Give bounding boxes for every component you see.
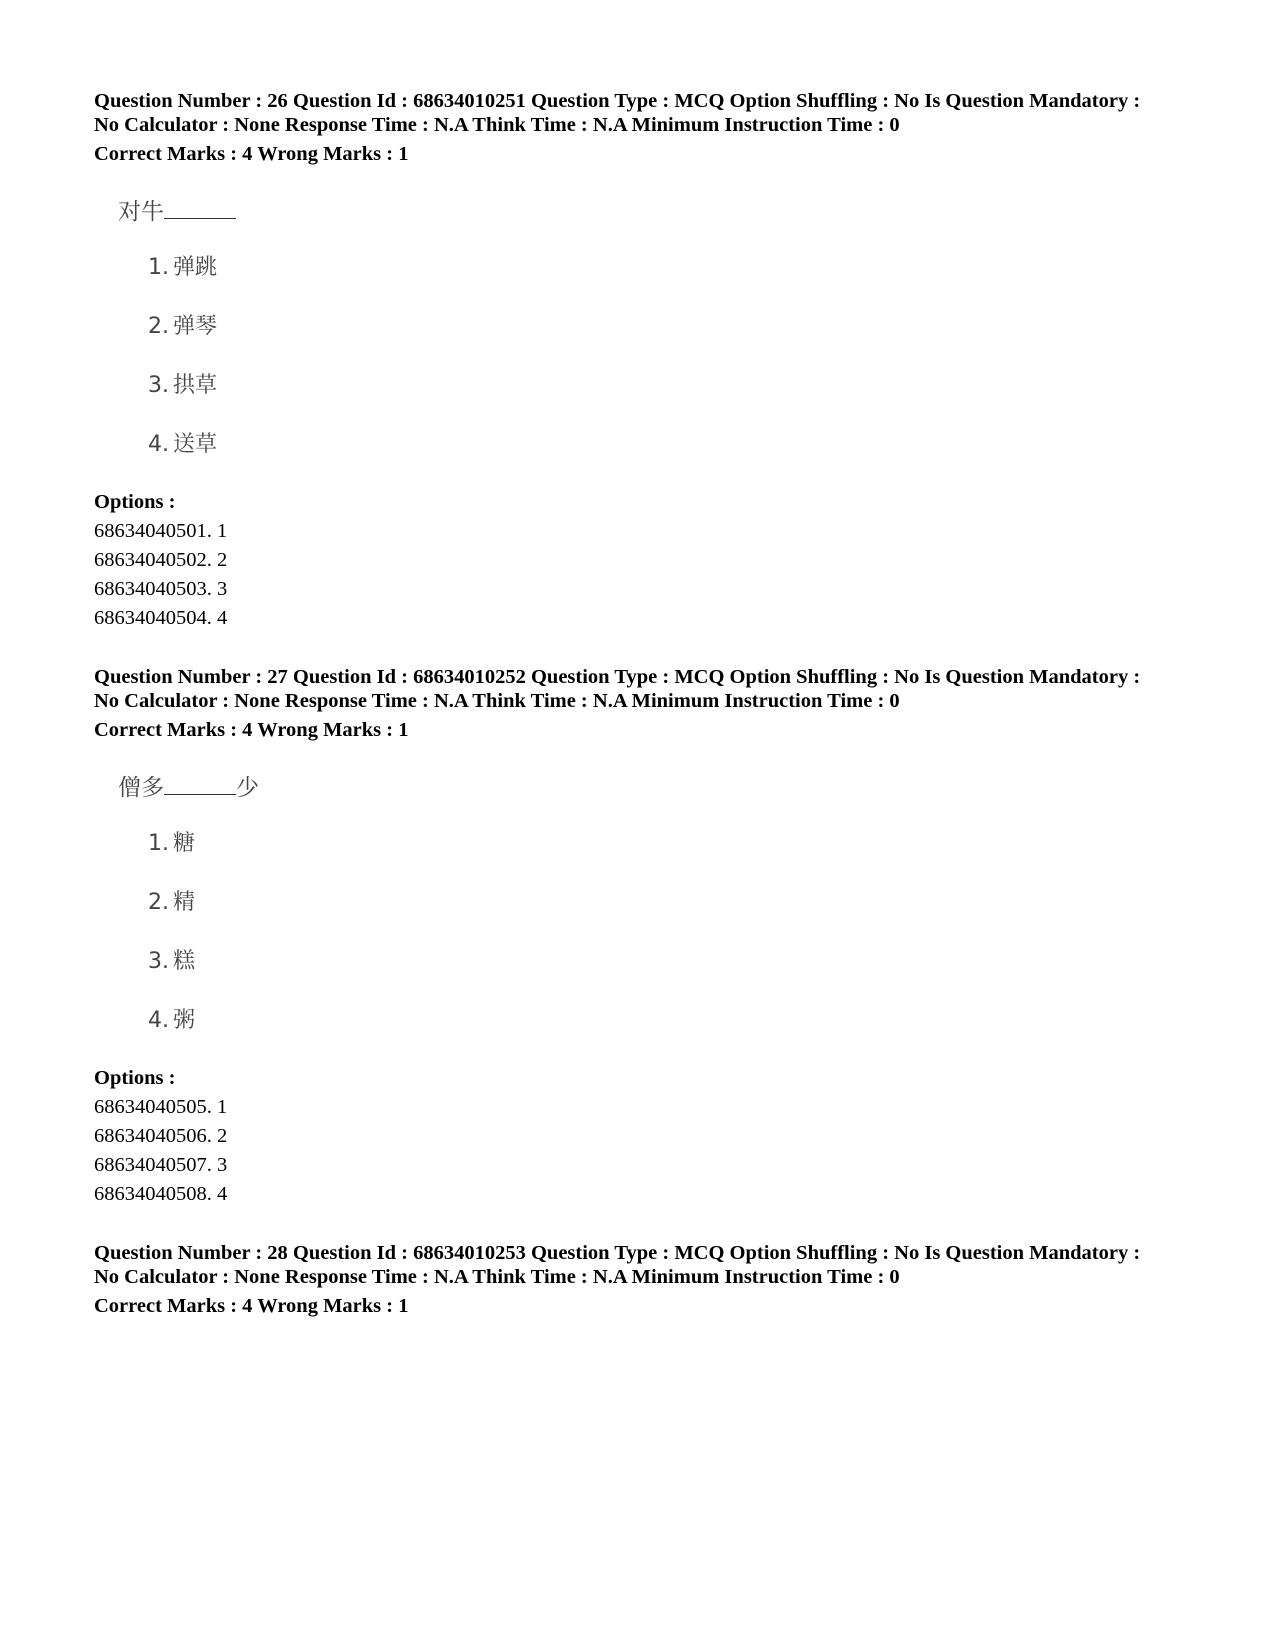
choice-number: 2. [148,314,169,339]
question-meta-line-1: Question Number : 28 Question Id : 68634010253 Question Type : MCQ Option Shuffling : No Is Question Mandatory : [94,1242,1141,1264]
option-row: 68634040507. 3 [94,1154,228,1176]
stem-text-before: 僧多 [118,775,164,801]
choice-item [148,889,195,917]
choice-number: 2. [148,890,169,915]
question-stem [118,196,236,226]
question-marks: Correct Marks : 4 Wrong Marks : 1 [94,143,409,165]
choice-text: 弹琴 [173,314,218,339]
options-heading: Options : [94,491,176,513]
option-row: 68634040503. 3 [94,578,228,600]
choice-text: 弹跳 [173,255,218,280]
question-stem [118,772,259,802]
question-meta-line-1: Question Number : 27 Question Id : 68634010252 Question Type : MCQ Option Shuffling : No Is Question Mandatory : [94,666,1141,688]
choice-item [148,948,195,976]
choice-text: 粥 [173,1008,196,1033]
question-image [94,196,1214,486]
fill-in-blank [164,772,236,795]
options-heading: Options : [94,1067,176,1089]
stem-text-after: 少 [236,775,259,801]
question-meta-line-2: No Calculator : None Response Time : N.A Think Time : N.A Minimum Instruction Time : 0 [94,1266,900,1288]
question-meta-line-2: No Calculator : None Response Time : N.A Think Time : N.A Minimum Instruction Time : 0 [94,114,900,136]
choice-number: 1. [148,831,169,856]
choice-number: 3. [148,949,169,974]
choice-text: 糖 [173,831,196,856]
choice-text: 拱草 [173,373,218,398]
question-block-26 [94,89,1214,633]
fill-in-blank [164,196,236,219]
option-row: 68634040504. 4 [94,607,228,629]
choice-item [148,1007,195,1035]
option-row: 68634040508. 4 [94,1183,228,1205]
question-meta-line-1: Question Number : 26 Question Id : 68634010251 Question Type : MCQ Option Shuffling : No Is Question Mandatory : [94,90,1141,112]
choice-number: 3. [148,373,169,398]
question-image [94,772,1214,1062]
question-marks: Correct Marks : 4 Wrong Marks : 1 [94,1295,409,1317]
option-row: 68634040506. 2 [94,1125,228,1147]
choice-number: 4. [148,1008,169,1033]
choice-item [148,431,217,459]
choice-text: 糕 [173,949,196,974]
option-row: 68634040502. 2 [94,549,228,571]
choice-number: 1. [148,255,169,280]
question-block-27 [94,665,1214,1209]
question-block-28 [94,1241,1214,1318]
question-meta-line-2: No Calculator : None Response Time : N.A Think Time : N.A Minimum Instruction Time : 0 [94,690,900,712]
question-marks: Correct Marks : 4 Wrong Marks : 1 [94,719,409,741]
choice-item [148,254,217,282]
choice-text: 精 [173,890,196,915]
choice-item [148,830,195,858]
option-row: 68634040501. 1 [94,520,228,542]
choice-number: 4. [148,432,169,457]
choice-item [148,372,217,400]
option-row: 68634040505. 1 [94,1096,228,1118]
stem-text-before: 对牛 [118,199,164,225]
choice-text: 送草 [173,432,218,457]
choice-item [148,313,217,341]
